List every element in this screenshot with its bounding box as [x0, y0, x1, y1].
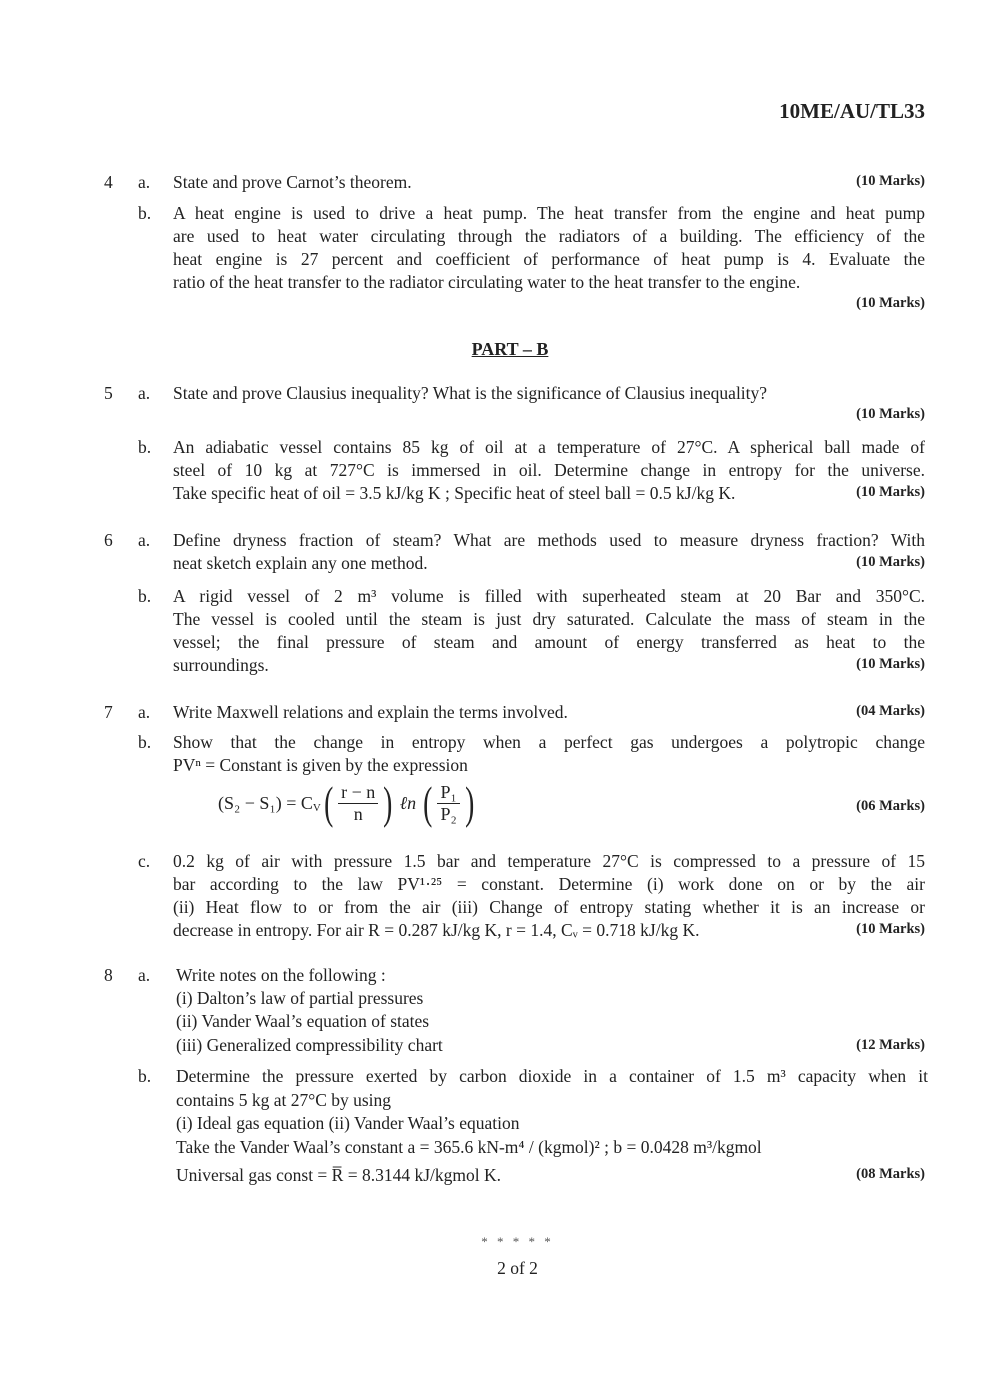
question-number: 5: [104, 383, 113, 403]
question-number: 4: [104, 172, 113, 192]
question-text-line: Determine the pressure exerted by carbon dioxide in a container of 1.5 m³ capacity when it: [176, 1066, 928, 1086]
question-text-line: A heat engine is used to drive a heat pump. The heat transfer from the engine and heat pump: [173, 203, 925, 223]
marks-label: (10 Marks): [856, 406, 925, 422]
marks-label: (10 Marks): [856, 656, 925, 672]
question-text-line: vessel; the final pressure of steam and amount of energy transferred as heat to the: [173, 632, 925, 652]
question-text-line: are used to heat water circulating through the radiators of a building. The efficiency of the: [173, 226, 925, 246]
marks-label: (10 Marks): [856, 921, 925, 937]
formula-sub: V: [312, 802, 321, 814]
entropy-formula: (S₂ − S₁) = C $_V$ ( $\frac{r - n}{n}$ ) ℓn ( $\frac{\text{P₁}}{\text{P₂}}$ ): [218, 777, 475, 828]
question-text-line: Define dryness fraction of steam? What are methods used to measure dryness fraction? With: [173, 530, 925, 550]
question-text-line: Write notes on the following :: [176, 965, 386, 985]
marks-label: (08 Marks): [856, 1166, 925, 1182]
question-text-line: (iii) Generalized compressibility chart: [176, 1035, 443, 1055]
question-text-line: State and prove Clausius inequality? What is the significance of Clausius inequality?: [173, 383, 768, 403]
part-label: b.: [138, 586, 152, 606]
question-text-line: steel of 10 kg at 727°C is immersed in oil. Determine change in entropy for the universe.: [173, 460, 925, 480]
question-number: 7: [104, 702, 113, 722]
part-label: a.: [138, 383, 151, 403]
question-text-line: 0.2 kg of air with pressure 1.5 bar and temperature 27°C is compressed to a pressure of 15: [173, 851, 925, 871]
question-text-line: The vessel is cooled until the steam is just dry saturated. Calculate the mass of steam in the: [173, 609, 925, 629]
question-text-line: Write Maxwell relations and explain the terms involved.: [173, 702, 568, 722]
ratio-denominator: P₂: [440, 803, 457, 824]
formula-fraction: [338, 782, 378, 825]
end-stars: * * * * *: [481, 1234, 554, 1249]
question-text-line: (ii) Heat flow to or from the air (iii) Change of entropy stating whether it is an increase or: [173, 897, 925, 917]
question-text-line: PVⁿ = Constant is given by the expression: [173, 755, 468, 775]
question-text-line: A rigid vessel of 2 m³ volume is filled with superheated steam at 20 Bar and 350°C.: [173, 586, 925, 606]
question-text-line: decrease in entropy. For air R = 0.287 kJ/kg K, r = 1.4, Cᵥ = 0.718 kJ/kg K.: [173, 920, 700, 940]
paper-code: 10ME/AU/TL33: [779, 99, 925, 123]
question-text-line: (ii) Vander Waal’s equation of states: [176, 1011, 430, 1031]
marks-label: (10 Marks): [856, 484, 925, 500]
question-text-line: heat engine is 27 percent and coefficient of performance of heat pump is 4. Evaluate the: [173, 249, 925, 269]
question-number: 6: [104, 530, 113, 550]
part-label: b.: [138, 203, 152, 223]
part-label: a.: [138, 530, 151, 550]
formula-lhs: (S₂ − S₁) = C: [218, 792, 313, 813]
part-label: c.: [138, 851, 151, 871]
question-text-line: An adiabatic vessel contains 85 kg of oil at a temperature of 27°C. A spherical ball made of: [173, 437, 925, 457]
part-b-heading: PART – B: [471, 339, 549, 359]
marks-label: (04 Marks): [856, 703, 925, 719]
ratio-numerator: P₁: [437, 782, 459, 804]
marks-label: (10 Marks): [856, 295, 925, 311]
part-label: b.: [138, 1066, 152, 1086]
question-text-line: ratio of the heat transfer to the radiator circulating water to the heat transfer to the engine.: [173, 272, 801, 292]
part-label: a.: [138, 172, 151, 192]
marks-label: (12 Marks): [856, 1037, 925, 1053]
question-text-line: neat sketch explain any one method.: [173, 553, 428, 573]
formula-pressure-ratio: [437, 782, 459, 825]
question-text-line: Take the Vander Waal’s constant a = 365.6 kN-m⁴ / (kgmol)² ; b = 0.0428 m³/kgmol: [176, 1137, 762, 1157]
part-label: b.: [138, 437, 152, 457]
part-label: b.: [138, 732, 152, 752]
question-text-line: contains 5 kg at 27°C by using: [176, 1090, 392, 1110]
page-number: 2 of 2: [497, 1258, 538, 1278]
question-text-line: Show that the change in entropy when a perfect gas undergoes a polytropic change: [173, 732, 925, 752]
marks-label: (10 Marks): [856, 173, 925, 189]
fraction-numerator: r − n: [338, 782, 378, 804]
question-text-line: surroundings.: [173, 655, 269, 675]
question-text-line: bar according to the law PV¹·²⁵ = constant. Determine (i) work done on or by the air: [173, 874, 925, 894]
marks-label: (10 Marks): [856, 554, 925, 570]
question-text-line: State and prove Carnot’s theorem.: [173, 172, 412, 192]
question-text-line: (i) Ideal gas equation (ii) Vander Waal’s equation: [176, 1113, 520, 1133]
question-text-line: Take specific heat of oil = 3.5 kJ/kg K ; Specific heat of steel ball = 0.5 kJ/kg K.: [173, 483, 736, 503]
part-label: a.: [138, 702, 151, 722]
part-label: a.: [138, 965, 151, 985]
question-number: 8: [104, 965, 113, 985]
question-text-line: Universal gas const = R̅ = 8.3144 kJ/kgmol K.: [176, 1165, 501, 1185]
formula-ln: ℓn: [399, 792, 417, 813]
fraction-denominator: n: [353, 803, 363, 824]
question-text-line: (i) Dalton’s law of partial pressures: [176, 988, 424, 1008]
marks-label: (06 Marks): [856, 798, 925, 814]
